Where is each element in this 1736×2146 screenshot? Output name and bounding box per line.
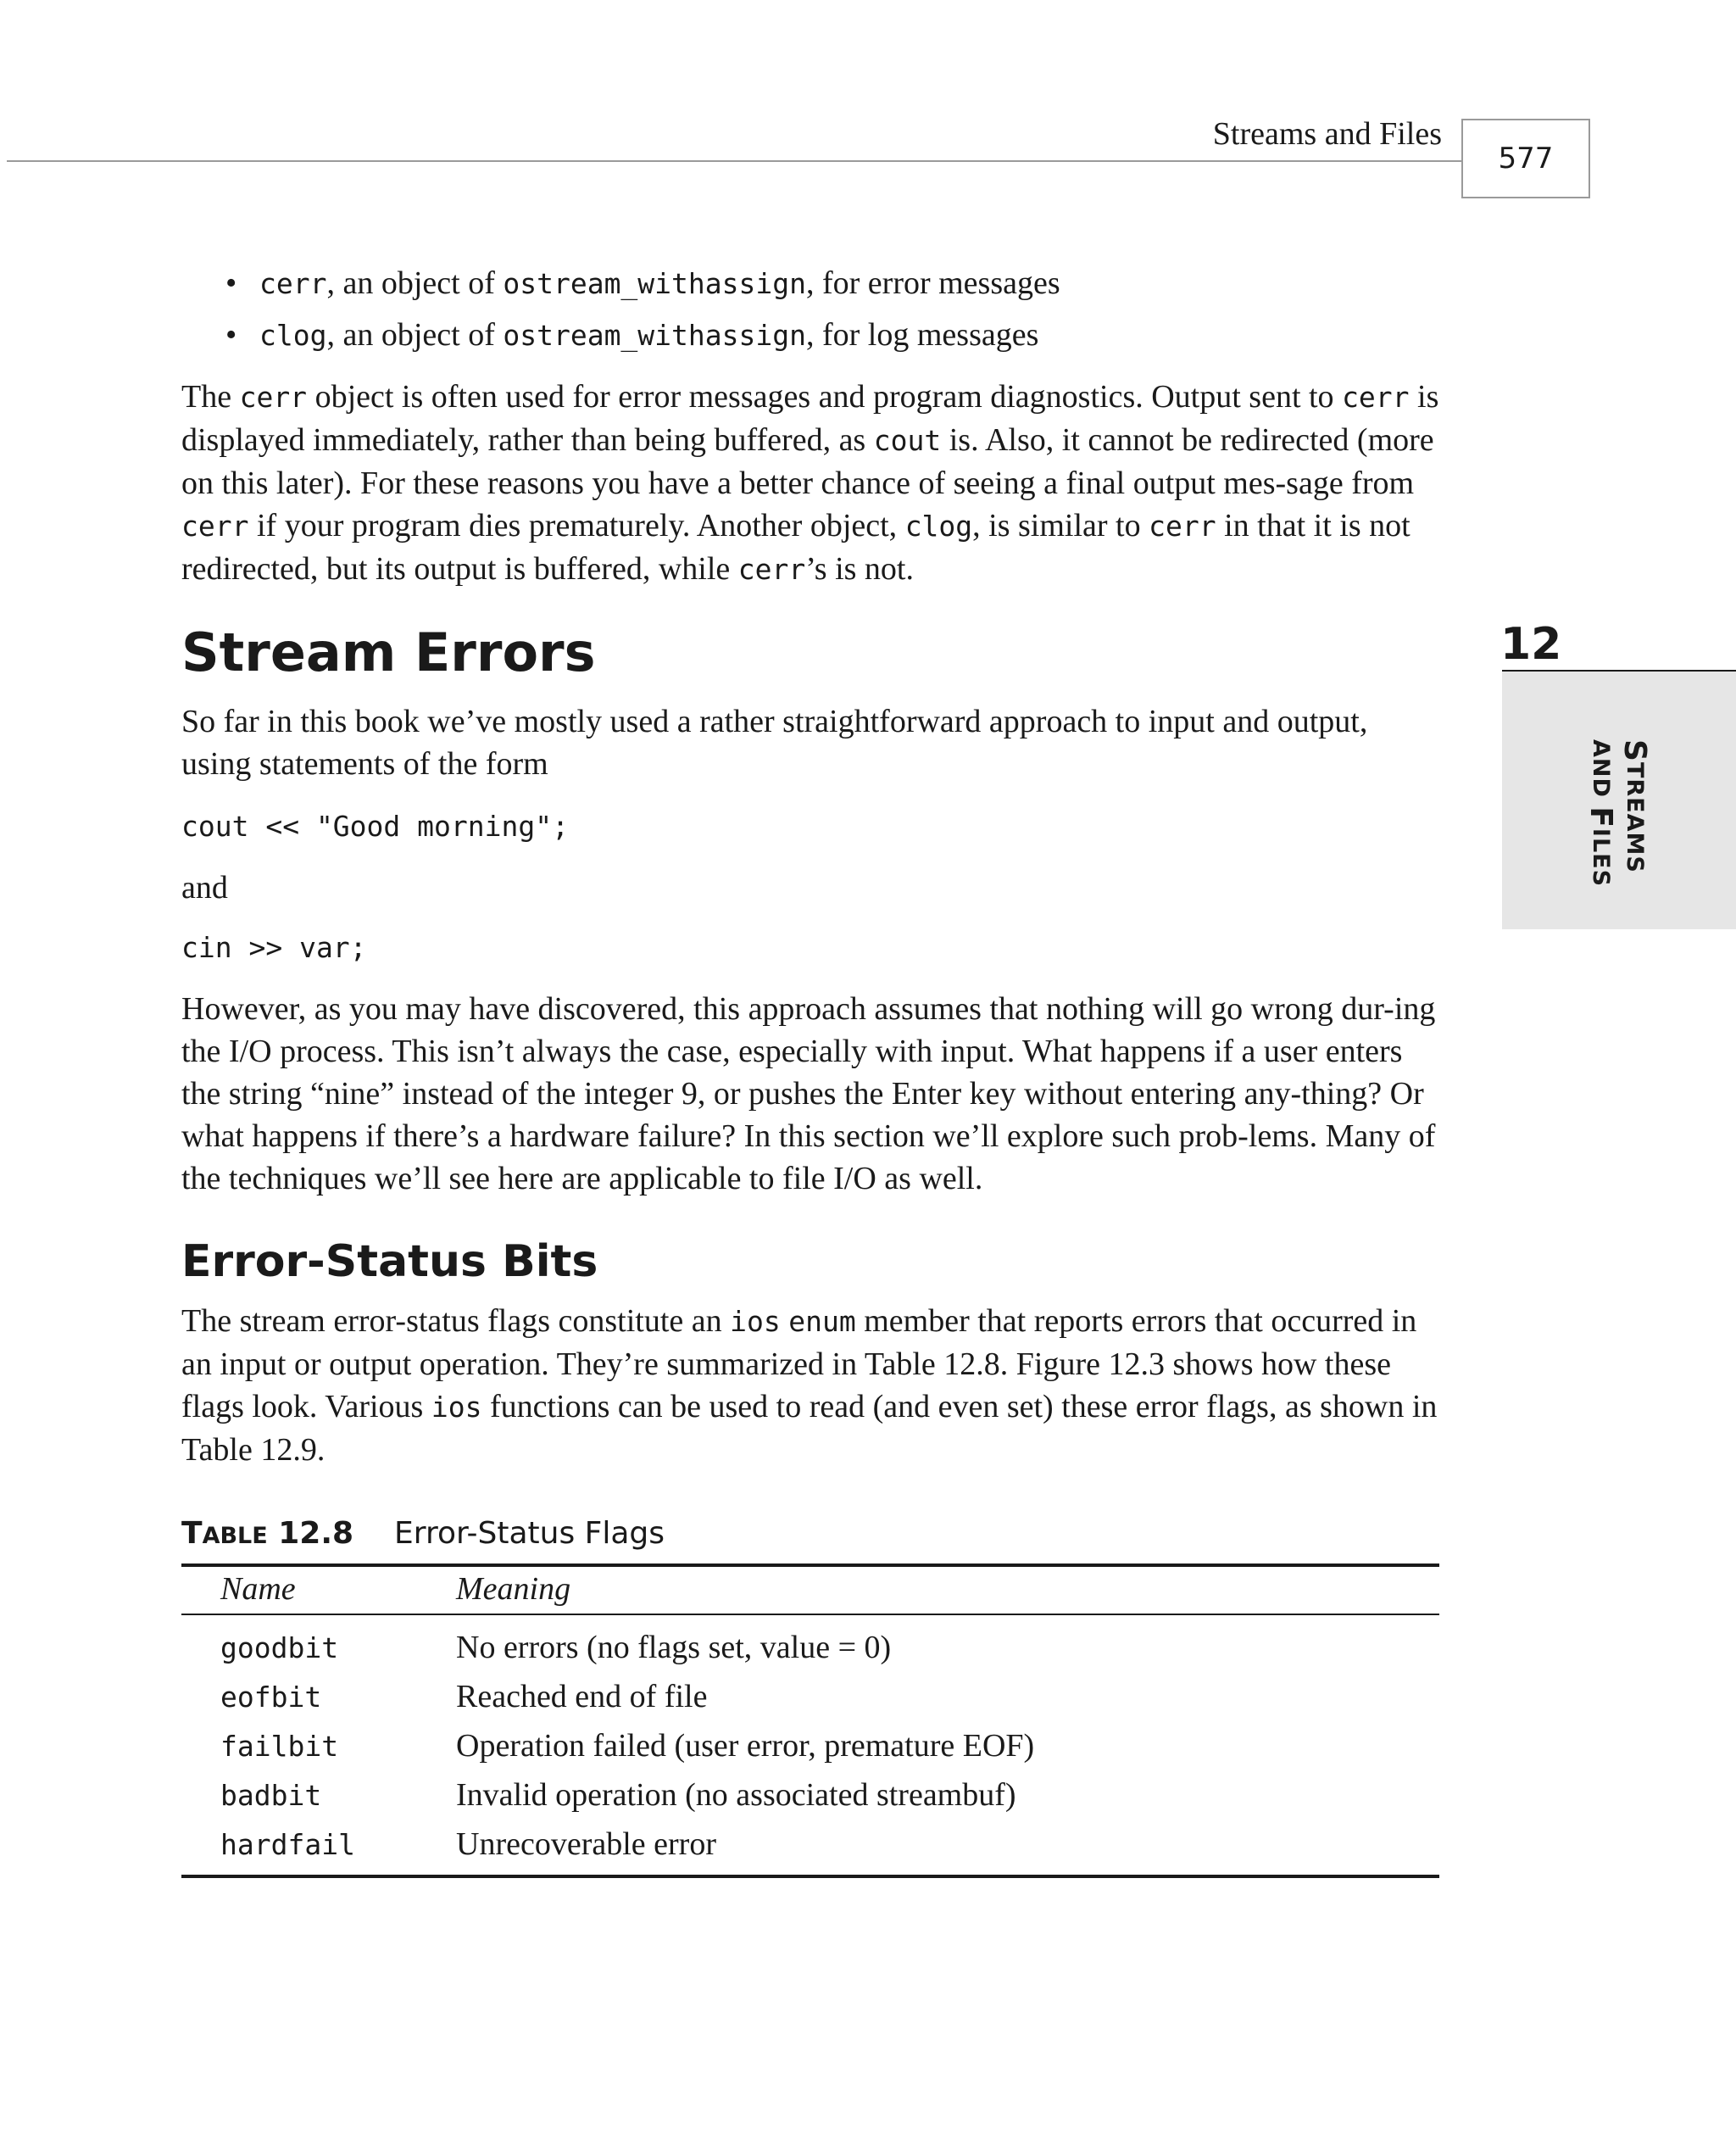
paragraph-error-status: The stream error-status flags constitute an ios enum member that reports errors that occurred in an input or output operation. They’re summarized in Table 12.8. Figure 12.3 shows how these flags look. Various ios functions can be used to read (and even set) these error flags, as shown in Table 12.9. <box>181 1303 1438 1468</box>
table-header-meaning: Meaning <box>456 1571 571 1607</box>
bullet-item-clog: • clog, an object of ostream_withassign, for log messages <box>229 314 1038 357</box>
bullet-dot: • <box>225 265 237 301</box>
section-heading: Stream Errors <box>181 622 596 683</box>
bullet-dot: • <box>225 317 237 353</box>
chapter-tab-label: STREAMS AND FILES <box>1583 739 1652 888</box>
table-bottom-rule <box>181 1875 1439 1878</box>
table-header-name: Name <box>220 1571 296 1607</box>
flag-name: hardfail <box>220 1828 355 1861</box>
table-top-rule <box>181 1564 1439 1567</box>
paragraph-and: and <box>181 870 228 906</box>
chapter-number: 12 <box>1500 619 1562 670</box>
chapter-tab <box>1502 672 1736 929</box>
table-header-rule <box>181 1614 1439 1615</box>
running-header-title: Streams and Files <box>1212 116 1442 152</box>
flag-meaning: Operation failed (user error, premature EOF) <box>456 1728 1035 1764</box>
flag-meaning: No errors (no flags set, value = 0) <box>456 1630 892 1665</box>
page-number: 577 <box>1498 142 1554 176</box>
table-row <box>181 1675 1439 1725</box>
flag-meaning: Reached end of file <box>456 1679 708 1714</box>
flag-name: failbit <box>220 1730 339 1763</box>
subsection-heading: Error-Status Bits <box>181 1236 598 1287</box>
table-title: Error-Status Flags <box>394 1516 665 1551</box>
bullet-item-cerr: • cerr, an object of ostream_withassign, for error messages <box>229 262 1060 305</box>
flag-name: goodbit <box>220 1631 339 1664</box>
code-line-cin: cin >> var; <box>181 931 367 964</box>
table-label: TABLE 12.8 <box>181 1516 354 1551</box>
flag-meaning: Invalid operation (no associated streambuf) <box>456 1777 1016 1813</box>
paragraph-io-problems: However, as you may have discovered, this approach assumes that nothing will go wrong dur-ing the I/O process. This isn’t always the case, especially with input. What happens if a user enters the string “nine” instead of the integer 9, or pushes the Enter key without entering any-thing? Or what happens if there’s a hardware failure? In this section we’ll explore such prob-lems. Many of the techniques we’ll see here are applicable to file I/O as well. <box>181 991 1436 1196</box>
paragraph-cerr-clog: The cerr object is often used for error messages and program diagnostics. Output sent to cerr is displayed immediately, rather than being buffered, as cout is. Also, it cannot be redirected (more on this later). For these reasons you have a better chance of seeing a final output mes-sage from cerr if your program dies prematurely. Another object, clog, is similar to cerr in that it is not redirected, but its output is buffered, while cerr’s is not. <box>181 379 1439 587</box>
header-rule <box>7 160 1462 162</box>
flag-meaning: Unrecoverable error <box>456 1826 716 1862</box>
page-number-box <box>1461 119 1590 198</box>
table-caption <box>181 1516 665 1551</box>
table-row <box>181 1774 1439 1823</box>
paragraph-intro: So far in this book we’ve mostly used a rather straightforward approach to input and output, using statements of the form <box>181 704 1368 782</box>
code-line-cout: cout << "Good morning"; <box>181 810 569 843</box>
flag-name: badbit <box>220 1779 322 1812</box>
table-row <box>181 1725 1439 1774</box>
table-row <box>181 1823 1439 1872</box>
table-row <box>181 1626 1439 1675</box>
flag-name: eofbit <box>220 1681 322 1714</box>
